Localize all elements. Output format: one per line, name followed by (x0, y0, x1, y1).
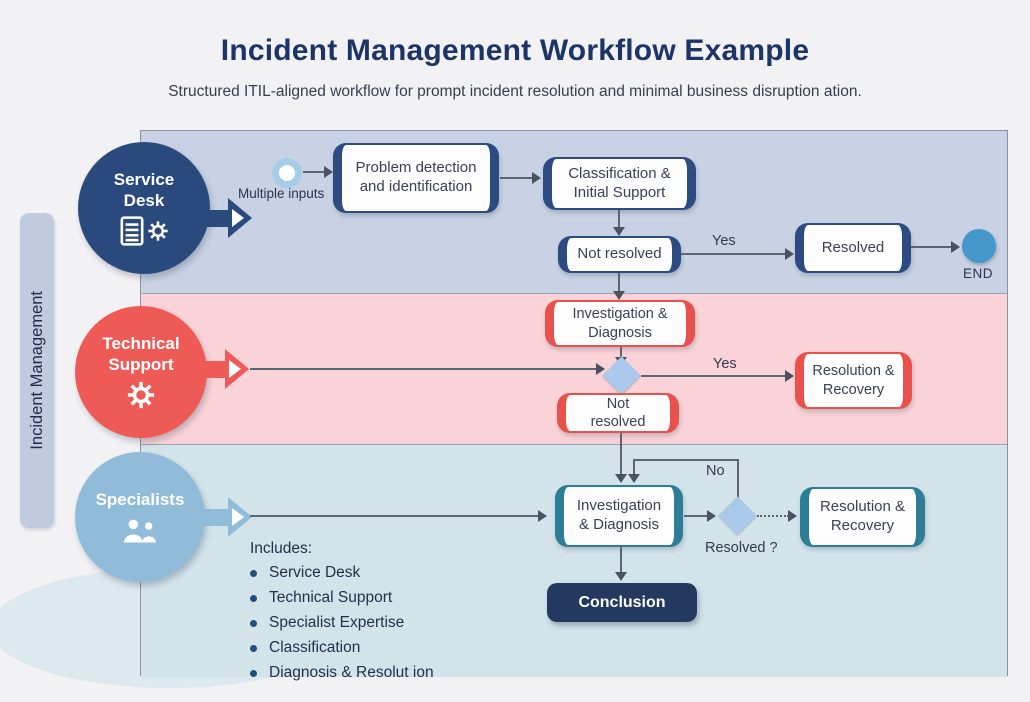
connector (633, 459, 739, 461)
connector (681, 253, 786, 255)
connector (620, 547, 622, 573)
connector (500, 177, 533, 179)
service-desk-flow-arrow (186, 198, 252, 238)
connector (737, 459, 739, 500)
edge-label-yes-2: Yes (713, 356, 737, 372)
node-problem-detection: Problem detection and identification (333, 143, 499, 213)
sidebar-label: Incident Management (27, 291, 46, 450)
connector (684, 515, 708, 517)
includes-item: Service Desk (250, 564, 434, 582)
technical-support-label: Technical Support (102, 334, 180, 374)
arrowhead (785, 248, 794, 260)
arrowhead (628, 474, 640, 483)
includes-item: Technical Support (250, 589, 434, 607)
arrowhead (613, 291, 625, 300)
arrowhead (707, 510, 716, 522)
start-node (272, 158, 302, 188)
includes-list (250, 540, 434, 689)
page-subtitle: Structured ITIL-aligned workflow for prompt incident resolution and minimal business disruption ation. (168, 83, 862, 100)
node-classification: Classification & Initial Support (543, 157, 696, 210)
node-investigation-diagnosis-2: Investigation & Diagnosis (555, 485, 683, 547)
document-icon (120, 216, 144, 246)
bullet-icon (250, 645, 257, 652)
edge-label-yes-1: Yes (712, 233, 736, 249)
node-investigation-diagnosis-1: Investigation & Diagnosis (545, 300, 695, 347)
bullet-icon (250, 595, 257, 602)
bullet-icon (250, 620, 257, 627)
connector (303, 171, 325, 173)
edge-label-no: No (706, 463, 725, 479)
connector (620, 433, 622, 475)
sidebar-label-bar (20, 213, 54, 528)
connector (250, 368, 598, 370)
node-conclusion: Conclusion (547, 583, 697, 622)
arrowhead (613, 227, 625, 236)
node-resolution-recovery-2: Resolution & Recovery (800, 487, 925, 547)
service-desk-label: Service Desk (113, 170, 175, 210)
connector (911, 246, 953, 248)
bullet-icon (250, 570, 257, 577)
specialists-label: Specialists (95, 490, 185, 510)
arrowhead (596, 363, 605, 375)
end-node-label: END (963, 266, 994, 281)
arrowhead (538, 510, 547, 522)
gear-icon (126, 380, 156, 410)
connector (641, 375, 786, 377)
includes-heading: Includes: (250, 540, 313, 557)
includes-item: Classification (250, 639, 434, 657)
node-not-resolved-2: Not resolved (557, 393, 679, 433)
arrowhead (951, 241, 960, 253)
gear-icon (147, 220, 169, 242)
page-title: Incident Management Workflow Example (220, 34, 810, 67)
includes-item: Diagnosis & Resolut ion (250, 664, 434, 682)
arrowhead (615, 474, 627, 483)
connector (618, 210, 620, 228)
node-not-resolved-1: Not resolved (558, 236, 681, 273)
people-icon (120, 517, 160, 544)
edge-label-resolved-question: Resolved ? (705, 540, 778, 556)
specialists-flow-arrow (186, 497, 252, 537)
bullet-icon (250, 670, 257, 677)
connector-dotted (757, 515, 789, 517)
arrowhead (788, 510, 797, 522)
node-resolution-recovery-1: Resolution & Recovery (795, 352, 912, 409)
arrowhead (785, 370, 794, 382)
connector (633, 459, 635, 475)
node-resolved: Resolved (795, 223, 911, 273)
end-node (962, 229, 996, 263)
technical-support-flow-arrow (183, 349, 249, 389)
includes-item: Specialist Expertise (250, 614, 434, 632)
start-node-label: Multiple inputs (238, 186, 325, 201)
arrowhead (324, 166, 333, 178)
connector (250, 515, 540, 517)
connector (618, 273, 620, 293)
arrowhead (615, 572, 627, 581)
arrowhead (532, 172, 541, 184)
